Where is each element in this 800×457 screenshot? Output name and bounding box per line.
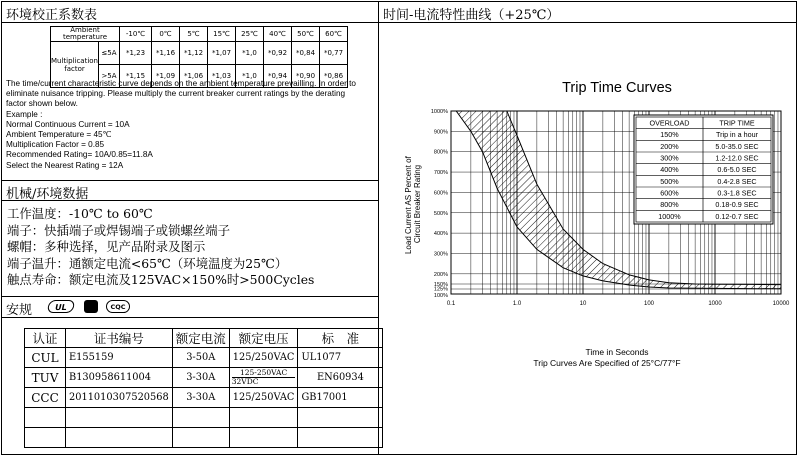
cert-type: CUL <box>25 348 66 368</box>
y-tick-label: 500% <box>433 210 448 217</box>
overload-value: 150% <box>660 130 679 140</box>
cert-current: 3-50A <box>172 348 229 368</box>
overload-value: 600% <box>660 188 679 198</box>
trip-time-value: Trip in a hour <box>715 130 759 140</box>
cert-current: 3-30A <box>172 368 229 388</box>
trip-time-value: 1.2-12.0 SEC <box>715 153 759 163</box>
factor-cell: *0,94 <box>264 65 292 88</box>
ccc-logo: CQC <box>106 300 130 313</box>
factor-cell: *0,84 <box>292 42 320 65</box>
overload-header: OVERLOAD <box>649 118 690 128</box>
temp-header: 60℃ <box>320 27 348 42</box>
factor-cell: *0,77 <box>320 42 348 65</box>
note-line: Multiplication Factor = 0.85 <box>6 140 105 150</box>
factor-cell: *1,15 <box>120 65 152 88</box>
x-tick-label: 1.0 <box>512 301 522 307</box>
cert-standard: UL1077 <box>298 348 383 368</box>
note-line: eliminate nuisance tripping. Please multiply the current breaker current ratings by the derating <box>6 89 346 99</box>
chart-section-title: 时间-电流特性曲线（+25℃） <box>383 8 560 23</box>
cert-header: 标 准 <box>298 329 383 348</box>
x-tick-labels <box>447 301 790 307</box>
cert-voltage-dc: 32VDC <box>231 377 259 386</box>
x-tick-label: 10 <box>579 301 587 307</box>
y-tick-label: 150% <box>433 282 448 288</box>
y-tick-label: 600% <box>433 190 448 197</box>
overload-value: 200% <box>660 141 679 151</box>
cert-header: 额定电压 <box>229 329 298 348</box>
cert-current: 3-30A <box>172 388 229 408</box>
chart-title: Trip Time Curves <box>562 80 672 96</box>
cert-table <box>24 328 383 448</box>
y-tick-label: 900% <box>433 129 448 136</box>
cert-type <box>25 428 66 448</box>
temp-header: 0℃ <box>152 27 180 42</box>
ul-logo: UL <box>47 300 76 313</box>
range-cell: ≤5A <box>99 42 120 65</box>
trip-time-value: 0.18-0.9 SEC <box>715 200 759 210</box>
y-tick-label: 800% <box>433 149 448 156</box>
note-line: The time/current characteristic curve depends on the ambient temperature prevailling. In order to <box>6 79 356 88</box>
x-tick-label: 1000 <box>708 301 722 307</box>
temp-header: 40℃ <box>264 27 292 42</box>
cert-standard <box>298 408 383 428</box>
mech-line: 端子温升：通额定电流<65℃（环境温度为25℃） <box>7 255 288 271</box>
cert-standard: GB17001 <box>298 388 383 408</box>
derating-title: 环境校正系数表 <box>6 8 98 23</box>
y-tick-label: 400% <box>433 231 448 238</box>
x-axis-label: Time in Seconds <box>585 347 649 357</box>
y-axis-label-line: Circuit Breaker Rating <box>413 164 422 244</box>
multiplication-label: Multiplication factor <box>51 42 99 88</box>
mech-line: 触点寿命：额定电流及125VAC×150%时>500Cycles <box>7 272 315 287</box>
mech-line: 工作温度：-10℃ to 60℃ <box>7 206 153 221</box>
y-tick-labels <box>431 109 448 299</box>
factor-cell: *1,06 <box>180 65 208 88</box>
section-divider-approval-title <box>1 317 378 318</box>
note-line: Recommended Rating= 10A/0.85=11.8A <box>6 150 153 160</box>
y-tick-label: 700% <box>433 170 448 177</box>
cert-current <box>172 428 229 448</box>
y-axis-label-line: Load Current AS Percent of <box>404 156 413 255</box>
temp-header: 5℃ <box>180 27 208 42</box>
cert-number: B130958611004 <box>66 368 173 388</box>
approval-title: 安规 <box>6 303 33 318</box>
factor-cell: *0,86 <box>320 65 348 88</box>
section-divider-mech <box>1 180 378 181</box>
factor-cell: *1,12 <box>180 42 208 65</box>
cert-type: CCC <box>25 388 66 408</box>
factor-cell: *0,90 <box>292 65 320 88</box>
factor-cell: *1,23 <box>120 42 152 65</box>
cert-type: TUV <box>25 368 66 388</box>
overload-value: 1000% <box>658 211 681 221</box>
trip-time-value: 5.0-35.0 SEC <box>715 141 759 151</box>
temp-header: 25℃ <box>236 27 264 42</box>
chart-subtitle: Trip Curves Are Specified of 25°C/77°F <box>533 358 681 368</box>
cert-number: E155159 <box>66 348 173 368</box>
y-tick-label: 200% <box>433 271 448 278</box>
cert-type <box>25 408 66 428</box>
cert-number <box>66 428 173 448</box>
section-divider-approval <box>1 296 378 297</box>
factor-cell: *1,03 <box>208 65 236 88</box>
trip-time-value: 0.12-0.7 SEC <box>715 211 759 221</box>
overload-value: 800% <box>660 200 679 210</box>
overload-value: 500% <box>660 176 679 186</box>
cert-standard <box>298 428 383 448</box>
note-line: Ambient Temperature = 45℃ <box>6 130 112 140</box>
factor-cell: *1,0 <box>236 65 264 88</box>
trip-time-value: 0.4-2.8 SEC <box>717 176 757 186</box>
cert-header: 额定电流 <box>172 329 229 348</box>
temp-header: -10℃ <box>120 27 152 42</box>
ambient-label: Ambient temperature <box>51 27 120 42</box>
factor-cell: *1,07 <box>208 42 236 65</box>
x-tick-label: 10000 <box>772 301 790 307</box>
y-axis-label <box>404 154 422 254</box>
mech-line: 端子：快插端子或焊锡端子或锁螺丝端子 <box>7 222 231 238</box>
cert-header: 证书编号 <box>66 329 173 348</box>
y-tick-label: 1000% <box>430 109 448 115</box>
note-line: Example : <box>6 109 43 119</box>
overload-value: 400% <box>660 165 679 175</box>
y-tick-label: 100% <box>433 293 448 299</box>
cert-current <box>172 408 229 428</box>
cert-voltage: 125-250VAC <box>232 369 296 378</box>
cert-header: 认证 <box>25 329 66 348</box>
temp-header: 50℃ <box>292 27 320 42</box>
trip-time-header: TRIP TIME <box>719 118 755 128</box>
note-line: Select the Nearest Rating = 12A <box>6 160 124 170</box>
derating-notes <box>6 79 356 171</box>
cert-number <box>66 408 173 428</box>
overload-table <box>634 115 773 224</box>
mech-line: 螺帽：多种选择，见产品附录及图示 <box>7 239 206 254</box>
x-tick-label: 0.1 <box>446 301 456 307</box>
cert-standard: EN60934 <box>298 368 383 388</box>
temp-header: 15℃ <box>208 27 236 42</box>
mech-title: 机械/环境数据 <box>6 187 89 202</box>
cert-voltage: 125/250VAC <box>229 388 298 408</box>
overload-value: 300% <box>660 153 679 163</box>
note-line: Normal Continuous Current = 10A <box>6 119 130 129</box>
tuv-logo <box>84 300 98 313</box>
mech-lines <box>7 206 314 289</box>
y-tick-label: 125% <box>433 286 448 293</box>
factor-cell: *1,09 <box>152 65 180 88</box>
cert-number: 2011010307520568 <box>66 388 173 408</box>
trip-time-value: 0.3-1.8 SEC <box>717 188 757 198</box>
cert-voltage: 125/250VAC <box>229 348 298 368</box>
cert-voltage <box>229 408 298 428</box>
factor-cell: *1,16 <box>152 42 180 65</box>
cert-voltage <box>229 428 298 448</box>
y-tick-label: 300% <box>433 251 448 258</box>
factor-cell: *0,92 <box>264 42 292 65</box>
trip-time-value: 0.6-5.0 SEC <box>717 165 757 175</box>
note-line: factor shown below. <box>6 99 78 109</box>
x-tick-label: 100 <box>643 301 655 307</box>
factor-cell: *1,0 <box>236 42 264 65</box>
cert-voltage-cell <box>229 368 298 388</box>
range-cell: >5A <box>99 65 120 88</box>
trip-time-chart <box>379 23 797 455</box>
